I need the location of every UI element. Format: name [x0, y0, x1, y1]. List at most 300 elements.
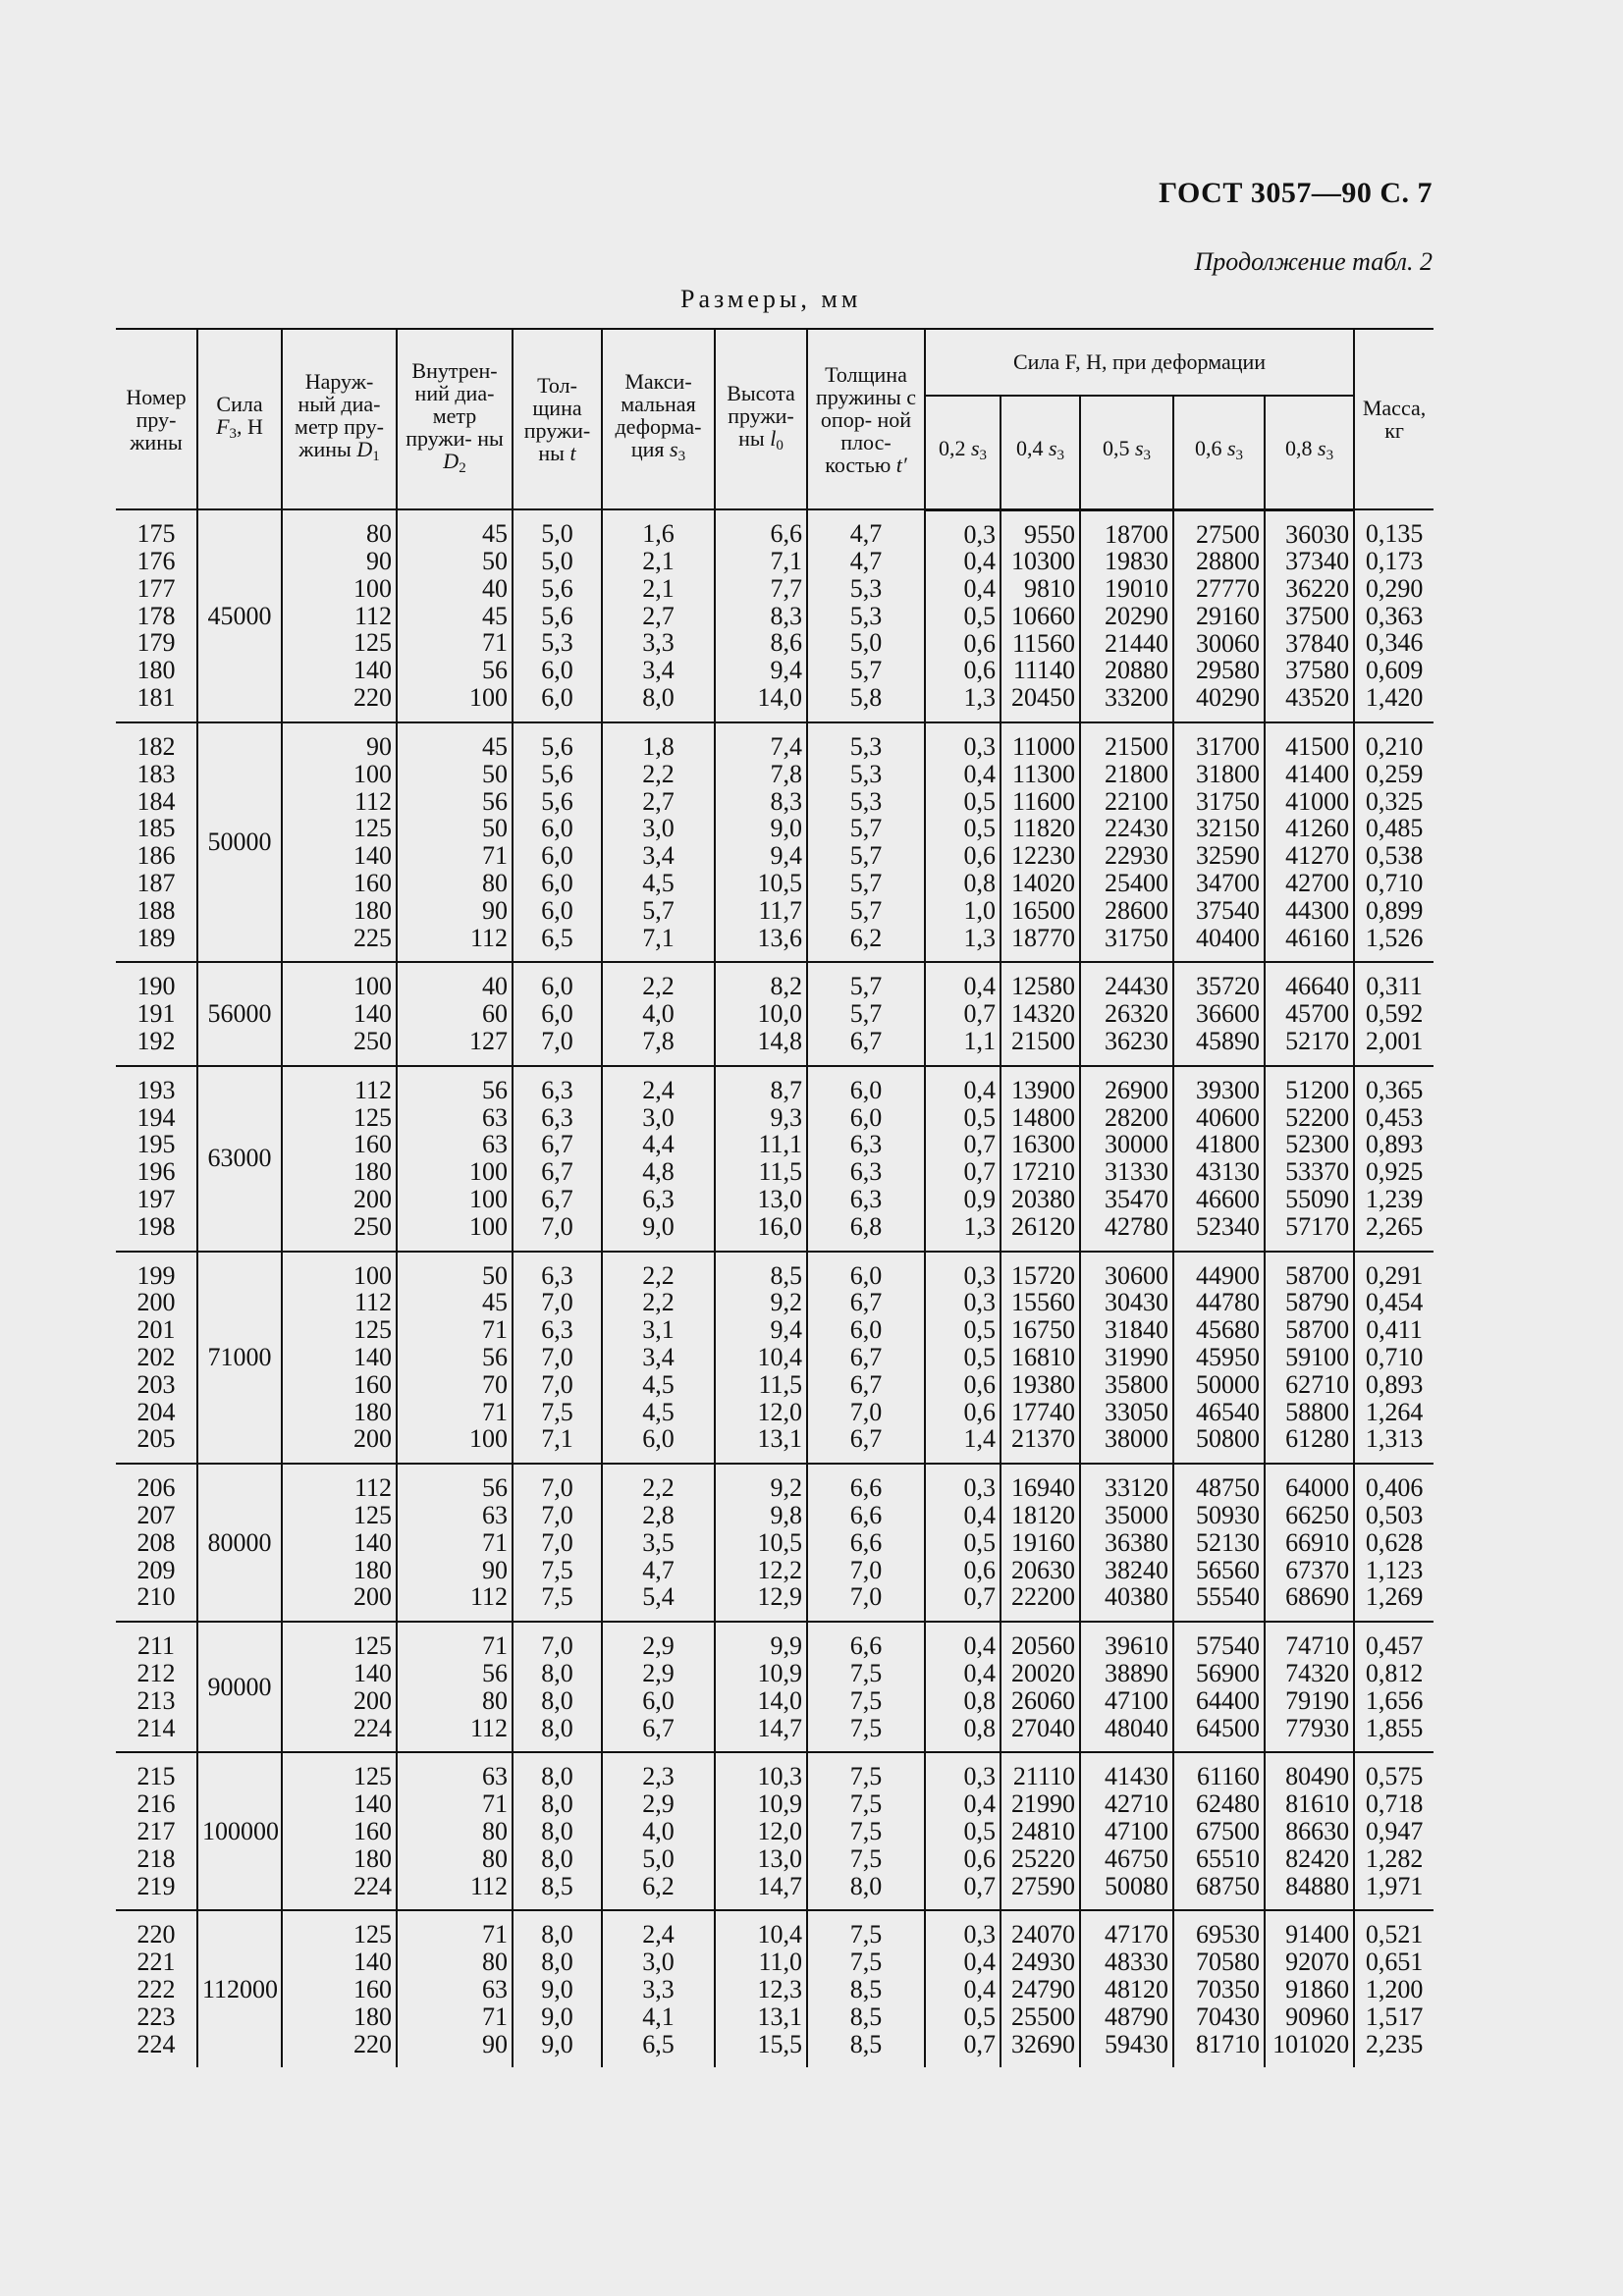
cell-value: 0,290	[1365, 573, 1424, 603]
cell-s3	[602, 1622, 715, 1752]
cell-value: 6,7	[541, 1157, 573, 1187]
cell-value: 9,2	[770, 1288, 802, 1317]
cell-value: 0,609	[1365, 656, 1424, 685]
cell-value: 125	[353, 1631, 392, 1661]
cell-value: 4,8	[642, 1157, 675, 1187]
cell-value: 36220	[1285, 574, 1350, 604]
cell-f06	[1173, 722, 1265, 962]
cell-f05	[1080, 1066, 1173, 1252]
cell-value: 125	[353, 1762, 392, 1791]
cell-value: 71	[482, 1631, 508, 1661]
cell-value: 187	[136, 869, 176, 898]
cell-value: 8,0	[541, 1685, 573, 1715]
col-f05-label: 0,5	[1102, 436, 1130, 461]
cell-value: 36380	[1105, 1527, 1168, 1557]
cell-value: 0,7	[963, 1871, 996, 1900]
cell-f08	[1265, 1910, 1354, 2067]
cell-value: 0,173	[1365, 547, 1424, 576]
cell-value: 41800	[1196, 1130, 1260, 1159]
cell-value: 4,4	[642, 1130, 675, 1159]
units-caption: Размеры, мм	[680, 285, 862, 313]
cell-value: 31330	[1105, 1157, 1168, 1187]
cell-value: 38890	[1105, 1658, 1168, 1687]
cell-value: 28600	[1105, 895, 1168, 925]
cell-value: 20560	[1011, 1631, 1075, 1661]
cell-value: 0,485	[1365, 814, 1424, 843]
cell-value: 52130	[1196, 1527, 1260, 1557]
cell-value: 3,5	[642, 1527, 675, 1557]
cell-value: 7,8	[770, 759, 802, 788]
cell-inner_d	[397, 509, 513, 722]
cell-value: 20380	[1011, 1185, 1075, 1214]
cell-value: 140	[353, 656, 392, 685]
cell-value: 50000	[1196, 1369, 1260, 1399]
cell-t	[513, 509, 602, 722]
cell-value: 18120	[1011, 1501, 1075, 1529]
cell-value: 5,7	[849, 972, 883, 1001]
cell-value: 0,5	[963, 601, 996, 630]
cell-value: 6,6	[770, 519, 802, 549]
cell-value: 51200	[1285, 1075, 1350, 1104]
cell-value: 63	[482, 1130, 508, 1159]
cell-value: 32590	[1196, 841, 1260, 871]
cell-mass	[1354, 1622, 1434, 1752]
cell-value: 6,2	[849, 923, 883, 952]
cell-value: 7,1	[541, 1424, 573, 1454]
cell-value: 8,0	[642, 683, 675, 713]
cell-value: 0,4	[963, 972, 996, 1001]
cell-value: 24810	[1011, 1816, 1075, 1845]
cell-value: 21990	[1011, 1789, 1075, 1819]
cell-value: 7,5	[541, 1582, 573, 1612]
cell-f08	[1265, 722, 1354, 962]
cell-value: 66910	[1285, 1527, 1350, 1557]
cell-value: 21500	[1011, 1027, 1075, 1056]
cell-value: 32690	[1011, 2029, 1075, 2058]
cell-value: 45890	[1196, 1027, 1260, 1056]
cell-value: 0,5	[963, 1315, 996, 1345]
col-f04-label: 0,4	[1015, 436, 1044, 461]
cell-value: 7,1	[642, 923, 675, 952]
cell-value: 7,0	[541, 1027, 573, 1056]
cell-value: 112	[353, 1473, 392, 1503]
col-f08-label: 0,8	[1285, 436, 1313, 461]
cell-value: 0,4	[963, 1948, 996, 1977]
cell-value: 47170	[1105, 1920, 1168, 1949]
cell-t	[513, 1252, 602, 1465]
cell-value: 37500	[1285, 601, 1350, 630]
cell-value: 63	[482, 1102, 508, 1132]
cell-value: 3,0	[642, 1102, 675, 1132]
cell-t_prime	[807, 1622, 925, 1752]
table-row	[116, 1910, 1434, 2067]
cell-f05	[1080, 1252, 1173, 1465]
cell-value: 5,3	[849, 573, 883, 603]
cell-value: 30000	[1105, 1130, 1168, 1159]
cell-value: 48790	[1105, 2002, 1168, 2031]
cell-value: 2,2	[642, 1473, 675, 1503]
cell-value: 0,628	[1365, 1527, 1424, 1557]
cell-value: 37340	[1285, 547, 1350, 576]
cell-l0	[715, 722, 807, 962]
cell-value: 6,7	[849, 1288, 883, 1317]
cell-value: 66250	[1285, 1501, 1350, 1529]
cell-value: 0,3	[963, 1920, 996, 1949]
cell-value: 180	[353, 895, 392, 925]
cell-t_prime	[807, 1910, 925, 2067]
cell-value: 8,0	[541, 1789, 573, 1819]
cell-numbers	[116, 1622, 197, 1752]
cell-value: 2,2	[642, 759, 675, 788]
cell-value: 5,8	[849, 683, 883, 713]
cell-value: 184	[136, 786, 176, 816]
cell-value: 90	[366, 732, 392, 762]
table-row	[116, 1066, 1434, 1252]
force-value: 71000	[207, 1343, 272, 1372]
cell-value: 2,2	[642, 972, 675, 1001]
cell-value: 16500	[1011, 895, 1075, 925]
cell-value: 7,5	[849, 1920, 883, 1949]
cell-value: 175	[136, 519, 176, 549]
cell-f04	[1001, 1464, 1080, 1622]
cell-value: 0,291	[1365, 1260, 1424, 1290]
cell-value: 5,0	[541, 519, 573, 549]
cell-f02	[925, 1910, 1001, 2067]
cell-value: 224	[353, 1871, 392, 1900]
cell-force	[197, 1464, 282, 1622]
cell-f05	[1080, 1622, 1173, 1752]
cell-value: 125	[353, 1315, 392, 1345]
cell-s3	[602, 1910, 715, 2067]
cell-value: 5,6	[541, 732, 573, 762]
cell-numbers	[116, 1910, 197, 2067]
cell-value: 180	[353, 1397, 392, 1426]
cell-value: 112	[353, 1288, 392, 1317]
cell-mass	[1354, 1252, 1434, 1465]
cell-l0	[715, 1910, 807, 2067]
cell-value: 12580	[1011, 972, 1075, 1001]
cell-value: 45	[482, 519, 508, 549]
cell-value: 0,4	[963, 1789, 996, 1819]
cell-value: 9,0	[541, 1974, 573, 2003]
cell-inner_d	[397, 1464, 513, 1622]
cell-value: 62710	[1285, 1369, 1350, 1399]
cell-value: 9,3	[770, 1102, 802, 1132]
cell-value: 194	[136, 1102, 176, 1132]
cell-t	[513, 1066, 602, 1252]
cell-value: 0,575	[1365, 1762, 1424, 1791]
cell-f04	[1001, 962, 1080, 1065]
cell-value: 71	[482, 1789, 508, 1819]
cell-value: 0,453	[1365, 1102, 1424, 1132]
cell-f04	[1001, 722, 1080, 962]
cell-value: 0,7	[963, 999, 996, 1029]
cell-value: 195	[136, 1130, 176, 1159]
cell-value: 45	[482, 601, 508, 630]
cell-numbers	[116, 1752, 197, 1910]
cell-value: 84880	[1285, 1871, 1350, 1900]
cell-value: 6,3	[642, 1185, 675, 1214]
cell-value: 13900	[1011, 1075, 1075, 1104]
cell-value: 208	[136, 1527, 176, 1557]
cell-value: 27040	[1011, 1713, 1075, 1742]
cell-value: 204	[136, 1397, 176, 1426]
cell-value: 112	[469, 1713, 508, 1742]
cell-value: 31750	[1196, 786, 1260, 816]
cell-s3	[602, 722, 715, 962]
cell-value: 100	[469, 1157, 508, 1187]
cell-value: 10300	[1011, 547, 1075, 576]
col-force-unit: , Н	[237, 414, 263, 439]
cell-value: 0,6	[963, 841, 996, 871]
cell-value: 4,7	[849, 519, 883, 549]
cell-force	[197, 962, 282, 1065]
cell-value: 2,7	[642, 601, 675, 630]
cell-value: 2,9	[642, 1789, 675, 1819]
cell-value: 45	[482, 732, 508, 762]
cell-value: 6,7	[849, 1343, 883, 1372]
col-outer-d-label: Наруж- ный диа- метр пру- жины	[295, 369, 384, 461]
cell-value: 4,7	[642, 1555, 675, 1584]
cell-value: 1,526	[1365, 923, 1424, 952]
cell-value: 0,6	[963, 656, 996, 685]
cell-value: 178	[136, 601, 176, 630]
cell-value: 198	[136, 1211, 176, 1241]
cell-s3	[602, 962, 715, 1065]
cell-value: 0,311	[1366, 972, 1423, 1001]
cell-value: 0,4	[963, 1075, 996, 1104]
cell-value: 0,210	[1365, 732, 1424, 762]
cell-value: 0,5	[963, 1816, 996, 1845]
cell-value: 10,9	[757, 1789, 802, 1819]
cell-inner_d	[397, 1910, 513, 2067]
col-outer-d-header: Наруж- ный диа- метр пру- жины $D_1$	[282, 329, 397, 509]
cell-value: 182	[136, 732, 176, 762]
cell-t_prime	[807, 962, 925, 1065]
cell-value: 0,5	[963, 1102, 996, 1132]
cell-f08	[1265, 1464, 1354, 1622]
cell-value: 0,710	[1365, 869, 1424, 898]
cell-value: 9,4	[770, 841, 802, 871]
force-value: 63000	[207, 1144, 272, 1173]
cell-value: 45680	[1196, 1315, 1260, 1345]
cell-value: 200	[353, 1424, 392, 1454]
cell-value: 7,0	[541, 1211, 573, 1241]
cell-value: 189	[136, 923, 176, 952]
cell-value: 217	[136, 1816, 176, 1845]
cell-value: 5,7	[849, 869, 883, 898]
cell-value: 41260	[1285, 814, 1350, 843]
cell-outer_d	[282, 1066, 397, 1252]
cell-value: 206	[136, 1473, 176, 1503]
cell-force	[197, 1252, 282, 1465]
cell-value: 56	[482, 1343, 508, 1372]
cell-value: 2,7	[642, 786, 675, 816]
cell-value: 7,8	[642, 1027, 675, 1056]
cell-value: 70580	[1196, 1948, 1260, 1977]
cell-value: 61280	[1285, 1424, 1350, 1454]
cell-value: 1,123	[1365, 1555, 1424, 1584]
col-force-label: Сила	[216, 392, 263, 416]
cell-value: 71	[482, 2002, 508, 2031]
col-f02-label: 0,2	[938, 436, 966, 461]
cell-value: 6,7	[849, 1424, 883, 1454]
cell-value: 17740	[1011, 1397, 1075, 1426]
cell-value: 6,3	[541, 1260, 573, 1290]
cell-value: 200	[353, 1685, 392, 1715]
cell-f04	[1001, 1066, 1080, 1252]
cell-value: 6,0	[849, 1102, 883, 1132]
cell-value: 112	[469, 923, 508, 952]
cell-value: 2,1	[642, 547, 675, 576]
cell-value: 5,6	[541, 573, 573, 603]
cell-value: 9,8	[770, 1501, 802, 1529]
cell-value: 5,3	[849, 732, 883, 762]
table-row	[116, 1464, 1434, 1622]
cell-value: 48750	[1196, 1473, 1260, 1503]
cell-value: 188	[136, 895, 176, 925]
cell-numbers	[116, 509, 197, 722]
cell-value: 140	[353, 1789, 392, 1819]
cell-value: 6,0	[541, 972, 573, 1001]
cell-value: 41270	[1285, 841, 1350, 871]
cell-l0	[715, 1066, 807, 1252]
cell-value: 20290	[1105, 601, 1168, 630]
cell-value: 9,0	[541, 2002, 573, 2031]
cell-value: 0,9	[963, 1185, 996, 1214]
cell-value: 14,0	[757, 683, 802, 713]
cell-t_prime	[807, 1464, 925, 1622]
cell-value: 1,420	[1365, 683, 1424, 713]
cell-value: 5,7	[642, 895, 675, 925]
cell-s3	[602, 509, 715, 722]
cell-value: 2,2	[642, 1288, 675, 1317]
cell-value: 37580	[1285, 656, 1350, 685]
cell-value: 1,8	[642, 732, 675, 762]
cell-value: 6,0	[849, 1075, 883, 1104]
cell-value: 140	[353, 1658, 392, 1687]
cell-value: 91860	[1285, 1974, 1350, 2003]
cell-value: 1,656	[1365, 1685, 1424, 1715]
cell-value: 6,7	[541, 1130, 573, 1159]
cell-value: 0,5	[963, 2002, 996, 2031]
col-support-label: Толщина пружины с опор- ной плос- костью	[816, 361, 916, 477]
cell-t	[513, 722, 602, 962]
cell-value: 0,3	[963, 732, 996, 762]
cell-value: 219	[136, 1871, 176, 1900]
cell-value: 0,4	[963, 1974, 996, 2003]
cell-value: 212	[136, 1658, 176, 1687]
cell-f06	[1173, 1066, 1265, 1252]
cell-value: 7,4	[770, 732, 802, 762]
cell-value: 8,5	[849, 1974, 883, 2003]
cell-value: 16940	[1011, 1473, 1075, 1503]
cell-value: 33120	[1105, 1473, 1168, 1503]
cell-value: 191	[136, 999, 176, 1029]
cell-value: 0,7	[963, 1130, 996, 1159]
cell-outer_d	[282, 1752, 397, 1910]
col-inner-d-header: Внутрен- ний диа- метр пружи- ны $D_2$	[397, 329, 513, 509]
cell-value: 26320	[1105, 999, 1168, 1029]
cell-value: 3,0	[642, 1948, 675, 1977]
cell-value: 20020	[1011, 1658, 1075, 1687]
table-row	[116, 509, 1434, 722]
cell-value: 179	[136, 628, 176, 658]
cell-value: 9810	[1024, 574, 1075, 604]
cell-value: 125	[353, 814, 392, 843]
cell-value: 3,0	[642, 814, 675, 843]
cell-value: 28800	[1196, 547, 1260, 576]
cell-value: 61160	[1196, 1762, 1260, 1791]
cell-value: 21500	[1105, 732, 1168, 762]
cell-value: 185	[136, 814, 176, 843]
cell-value: 140	[353, 1948, 392, 1977]
cell-value: 0,7	[963, 2029, 996, 2058]
cell-value: 112	[469, 1871, 508, 1900]
cell-value: 5,0	[642, 1843, 675, 1873]
cell-value: 48330	[1105, 1948, 1168, 1977]
cell-value: 0,521	[1365, 1920, 1424, 1949]
cell-f02	[925, 1622, 1001, 1752]
cell-value: 221	[136, 1948, 176, 1977]
cell-value: 6,0	[642, 1685, 675, 1715]
cell-value: 2,9	[642, 1658, 675, 1687]
cell-value: 71	[482, 1315, 508, 1345]
cell-inner_d	[397, 1252, 513, 1465]
spring-table	[116, 328, 1434, 2067]
cell-value: 3,3	[642, 1974, 675, 2003]
cell-value: 11000	[1011, 732, 1075, 762]
cell-value: 190	[136, 972, 176, 1001]
cell-value: 46640	[1285, 972, 1350, 1001]
cell-f06	[1173, 1622, 1265, 1752]
cell-f05	[1080, 722, 1173, 962]
cell-value: 125	[353, 1501, 392, 1529]
cell-value: 13,1	[757, 2002, 802, 2031]
cell-value: 7,7	[770, 573, 802, 603]
cell-value: 0,5	[963, 814, 996, 843]
cell-value: 5,3	[541, 628, 573, 658]
cell-value: 5,7	[849, 895, 883, 925]
cell-value: 3,4	[642, 656, 675, 685]
cell-value: 224	[353, 1713, 392, 1742]
cell-value: 52170	[1285, 1027, 1350, 1056]
cell-value: 2,265	[1365, 1211, 1424, 1241]
cell-value: 14320	[1011, 999, 1075, 1029]
cell-value: 1,3	[963, 683, 996, 713]
cell-value: 36600	[1196, 999, 1260, 1029]
cell-t	[513, 1464, 602, 1622]
cell-value: 1,239	[1365, 1185, 1424, 1214]
cell-value: 12,9	[757, 1582, 802, 1612]
cell-mass	[1354, 962, 1434, 1065]
cell-value: 6,0	[541, 683, 573, 713]
cell-value: 44780	[1196, 1288, 1260, 1317]
cell-t_prime	[807, 722, 925, 962]
cell-value: 0,5	[963, 1343, 996, 1372]
cell-value: 7,5	[849, 1843, 883, 1873]
cell-l0	[715, 1464, 807, 1622]
cell-inner_d	[397, 1622, 513, 1752]
cell-f06	[1173, 1910, 1265, 2067]
cell-value: 0,6	[963, 1555, 996, 1584]
cell-value: 20630	[1011, 1555, 1075, 1584]
cell-value: 6,3	[541, 1102, 573, 1132]
cell-value: 0,3	[963, 519, 996, 549]
cell-value: 10,5	[757, 1527, 802, 1557]
cell-value: 215	[136, 1762, 176, 1791]
cell-value: 34700	[1196, 869, 1260, 898]
